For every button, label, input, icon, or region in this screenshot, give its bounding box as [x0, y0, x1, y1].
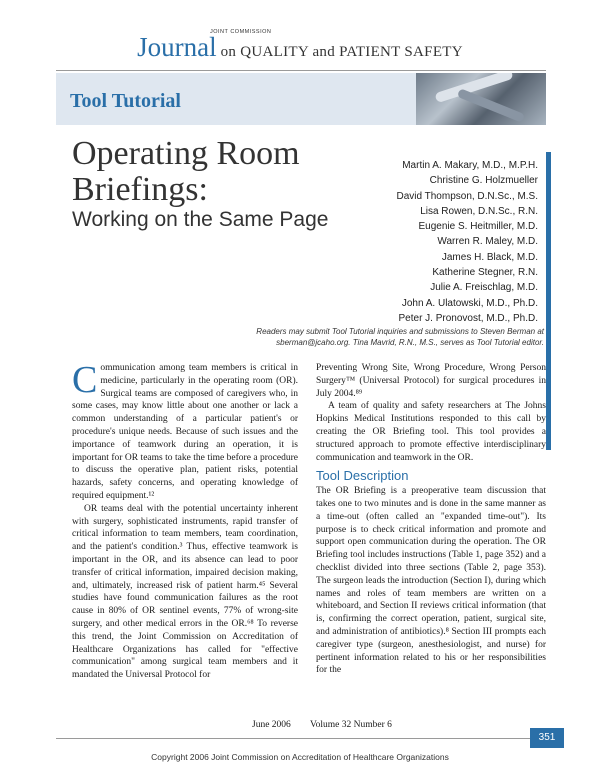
author: James H. Black, M.D.: [441, 251, 538, 263]
section-heading: Tool Description: [316, 468, 409, 484]
author: Lisa Rowen, D.N.Sc., R.N.: [420, 205, 538, 217]
author: Christine G. Holzmueller: [429, 175, 538, 187]
author: Martin A. Makary, M.D., M.P.H.: [402, 160, 538, 171]
journal-masthead: [0, 29, 600, 63]
submission-note: Readers may submit Tool Tutorial inquiries and submissions to Steven Berman at sberman@jcaho.org. Tina Mavrid, R.N., M.S., serves as Tool Tutorial editor.: [256, 327, 544, 347]
author: Katherine Stegner, R.N.: [432, 267, 538, 279]
body-column-left: [72, 359, 298, 682]
page-number: 351: [530, 728, 564, 748]
author: Julie A. Freischlag, M.D.: [430, 282, 538, 294]
author-list: [396, 158, 538, 326]
paragraph-text: ommunication among team members is critical in medicine, particularly in the operating room (OR). Surgical teams are composed of caregivers who, in some cases, may know little about one another or lack a common understanding of a particular patient's or procedure's unique needs. Because of such issues and the importance of teamwork during an operation, it is important for OR teams to take the time before a procedure to discuss the operative plan, patient risks, potential hazards, safety concerns, and operating knowledge of required equipment.¹²: [72, 363, 298, 501]
masthead-subtitle: on QUALITY and PATIENT SAFETY: [220, 44, 463, 60]
article-title: [72, 136, 300, 208]
author: Warren R. Maley, M.D.: [437, 236, 538, 248]
drop-cap: C: [72, 359, 98, 401]
copyright-notice: Copyright 2006 Joint Commission on Accreditation of Healthcare Organizations: [151, 752, 449, 762]
title-line-1: Operating Room: [72, 135, 300, 172]
title-line-2: Briefings:: [72, 171, 208, 208]
body-column-right: [316, 362, 546, 677]
author: Peter J. Pronovost, M.D., Ph.D.: [398, 312, 538, 324]
paragraph: A team of quality and safety researchers at The Johns Hopkins Medical Institutions responded to this call by creating the OR Briefing tool. This tool provides a structured approach to promote effective interdisciplinary communication and teamwork in the OR.: [316, 401, 546, 463]
accent-side-bar: [546, 152, 551, 450]
masthead-small-text: JOINT COMMISSION: [210, 29, 272, 35]
author: Eugenie S. Heitmiller, M.D.: [418, 221, 538, 233]
paragraph: [72, 359, 298, 503]
paragraph: Preventing Wrong Site, Wrong Procedure, Wrong Person Surgery™ (Universal Protocol) for surgical procedures in July 2004.⁸⁹: [316, 363, 546, 399]
paragraph: OR teams deal with the potential uncertainty inherent with surgery, sophisticated instruments, rapid transfer of critical information to team members, team coordination, and the patient's condition.³ Thus, effective teamwork is important in the OR, and its absence can lead to poor transfer of critical information, impaired decision making, and, ultimately, increased risk of patient harm.⁴⁵ Several studies have found communication failures as the root cause in 80% of OR sentinel events, 77% of wrong-site surgery, and other medical errors in the OR.⁶⁸ To reverse this trend, the Joint Commission on Accreditation of Healthcare Organizations has called for "effective communication" among surgical team members and it mandated the Universal Protocol for: [72, 503, 298, 681]
footer-volume: Volume 32 Number 6: [310, 720, 392, 730]
tool-tutorial-banner: [56, 73, 546, 125]
footer-rule: [56, 738, 546, 739]
author: John A. Ulatowski, M.D., Ph.D.: [401, 297, 538, 309]
banner-label: Tool Tutorial: [70, 90, 181, 112]
author: David Thompson, D.N.Sc., M.S.: [396, 190, 538, 202]
article-subtitle: Working on the Same Page: [72, 208, 329, 231]
masthead-journal: Journal: [137, 32, 217, 62]
wrench-tools-icon: [416, 73, 546, 125]
paragraph: The OR Briefing is a preoperative team discussion that takes one to two minutes and is done in the same manner as a time-out (often called an "expanded time-out"). Its purpose is to check critical information and promote and support open communication during the operation. The OR Briefing tool includes instructions (Table 1, page 352) and a checklist divided into three sections (Table 2, page 353). The surgeon leads the introduction (Section I), during which names and roles of team members are written on a whiteboard, and Section II reviews critical information (that is, confirming the correct operation, patient, surgical site, and administration of antibiotics).⁸ Section III prompts each caregiver type (surgeon, anesthesiologist, and nurse) for pertinent information related to his or her responsibilities for the: [316, 486, 546, 676]
footer-date: June 2006: [252, 720, 291, 730]
top-rule: [56, 70, 546, 71]
